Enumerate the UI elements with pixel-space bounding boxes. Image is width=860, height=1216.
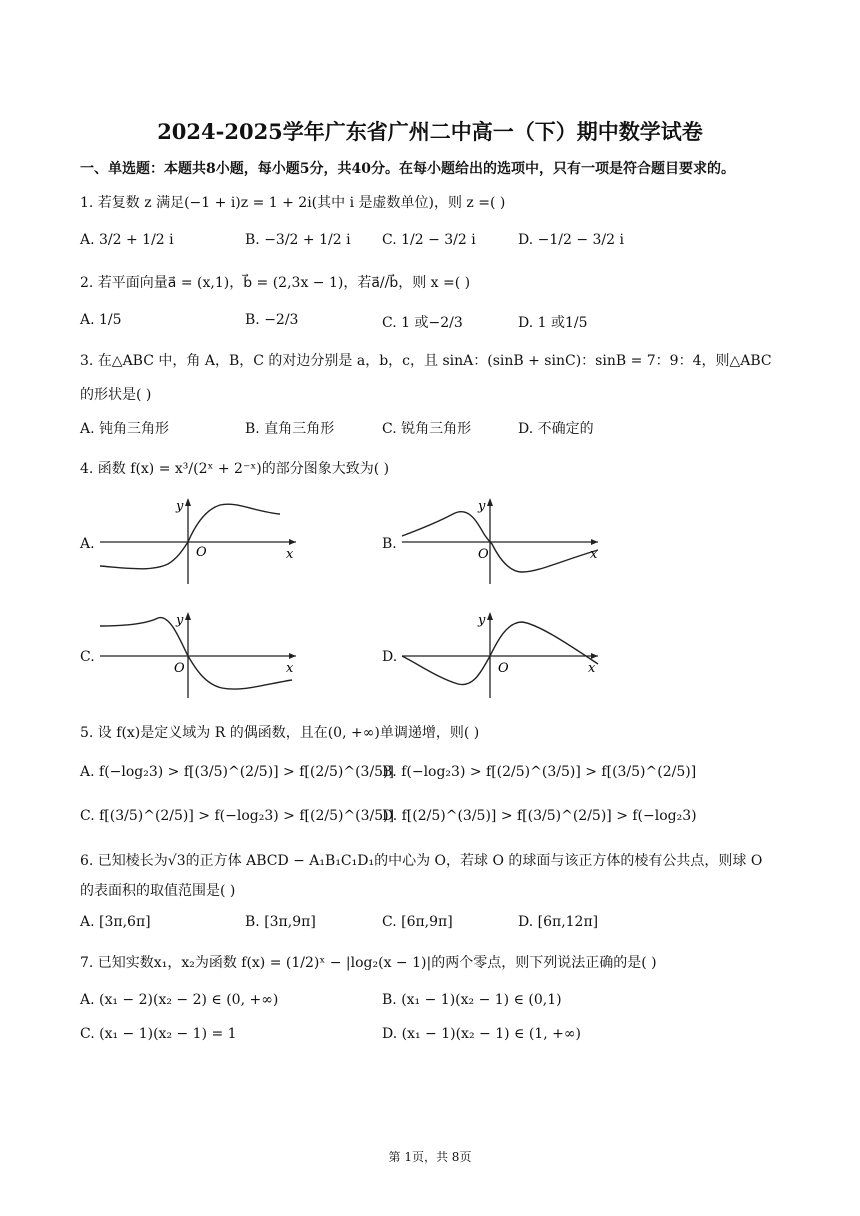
y-label: y [478,613,486,628]
q3-option-d: D. 不确定的 [518,421,594,437]
q7-option-b: B. (x₁ − 1)(x₂ − 1) ∈ (0,1) [382,992,562,1008]
q4-option-d-label: D. [382,649,398,665]
origin-label: O [478,547,489,562]
y-axis-arrow [487,612,493,620]
q4-graph-c [96,606,306,700]
q3-option-b: B. 直角三角形 [245,421,335,437]
q1-option-a: A. 3/2 + 1/2 i [80,232,174,248]
q2-option-a: A. 1/5 [80,312,122,328]
q6-option-a: A. [3π,6π] [80,914,151,930]
x-label: x [588,661,596,676]
x-label: x [286,547,294,562]
x-axis-arrow [591,539,598,545]
y-label: y [176,613,184,628]
y-axis-arrow [185,612,191,620]
section-heading: 一、单选题：本题共8小题，每小题5分，共40分。在每小题给出的选项中，只有一项是符合题目要求的。 [80,161,735,177]
q4-option-b-label: B. [382,536,397,552]
curve [100,618,292,690]
page-footer: 第 1页，共 8页 [388,1150,472,1164]
q6-option-c: C. [6π,9π] [382,914,453,930]
question-2-stem: 2. 若平面向量a⃗ = (x,1)，b⃗ = (2,3x − 1)，若a⃗//b⃗，则 x =( ) [80,275,471,291]
question-4-stem: 4. 函数 f(x) = x³/(2ˣ + 2⁻ˣ)的部分图象大致为( ) [80,461,390,477]
q4-graph-b [398,492,608,586]
question-7-stem: 7. 已知实数x₁，x₂为函数 f(x) = (1/2)ˣ − |log₂(x − 1)|的两个零点，则下列说法正确的是( ) [80,955,657,971]
question-3-stem-cont: 的形状是( ) [80,387,152,403]
q4-graph-a [96,492,306,586]
q6-option-b: B. [3π,9π] [245,914,316,930]
q1-option-b: B. −3/2 + 1/2 i [245,232,351,248]
q7-option-c: C. (x₁ − 1)(x₂ − 1) = 1 [80,1026,237,1042]
q5-option-c: C. f[(3/5)^(2/5)] > f(−log₂3) > f[(2/5)^(3/5)] [80,808,395,824]
q3-option-a: A. 钝角三角形 [80,421,170,437]
question-6-stem: 6. 已知棱长为√3的正方体 ABCD − A₁B₁C₁D₁的中心为 O，若球 O 的球面与该正方体的棱有公共点，则球 O [80,853,763,869]
q5-option-d: D. f[(2/5)^(3/5)] > f[(3/5)^(2/5)] > f(−log₂3) [382,808,697,824]
q5-option-a: A. f(−log₂3) > f[(3/5)^(2/5)] > f[(2/5)^(3/5)] [80,764,394,780]
x-label: x [286,661,294,676]
q7-option-d: D. (x₁ − 1)(x₂ − 1) ∈ (1, +∞) [382,1026,581,1042]
q3-option-c: C. 锐角三角形 [382,421,472,437]
q7-option-a: A. (x₁ − 2)(x₂ − 2) ∈ (0, +∞) [80,992,279,1008]
q5-option-b: B. f(−log₂3) > f[(2/5)^(3/5)] > f[(3/5)^(2/5)] [382,764,697,780]
q1-option-c: C. 1/2 − 3/2 i [382,232,476,248]
x-axis-arrow [289,653,296,659]
q4-option-c-label: C. [80,649,95,665]
origin-label: O [174,661,185,676]
question-1-stem: 1. 若复数 z 满足(−1 + i)z = 1 + 2i(其中 i 是虚数单位)，则 z =( ) [80,195,506,211]
x-axis-arrow [591,653,598,659]
question-6-stem-cont: 的表面积的取值范围是( ) [80,883,236,899]
y-axis-arrow [185,498,191,506]
origin-label: O [196,545,207,560]
y-axis-arrow [487,498,493,506]
x-label: x [590,547,598,562]
q2-option-b: B. −2/3 [245,312,299,328]
q1-option-d: D. −1/2 − 3/2 i [518,232,624,248]
origin-label: O [498,661,509,676]
x-axis-arrow [289,539,296,545]
q4-graph-d [398,606,608,700]
y-label: y [478,499,486,514]
page-title: 2024-2025学年广东省广州二中高一（下）期中数学试卷 [157,119,703,144]
question-3-stem: 3. 在△ABC 中，角 A，B，C 的对边分别是 a，b，c，且 sinA：(sinB + sinC)：sinB = 7：9：4，则△ABC [80,353,772,369]
y-label: y [176,499,184,514]
q2-option-c: C. 1 或−2/3 [382,315,463,331]
question-5-stem: 5. 设 f(x)是定义域为 R 的偶函数，且在(0, +∞)单调递增，则( ) [80,725,480,741]
q6-option-d: D. [6π,12π] [518,914,599,930]
curve [100,504,280,569]
q2-option-d: D. 1 或1/5 [518,315,588,331]
q4-option-a-label: A. [80,536,95,552]
